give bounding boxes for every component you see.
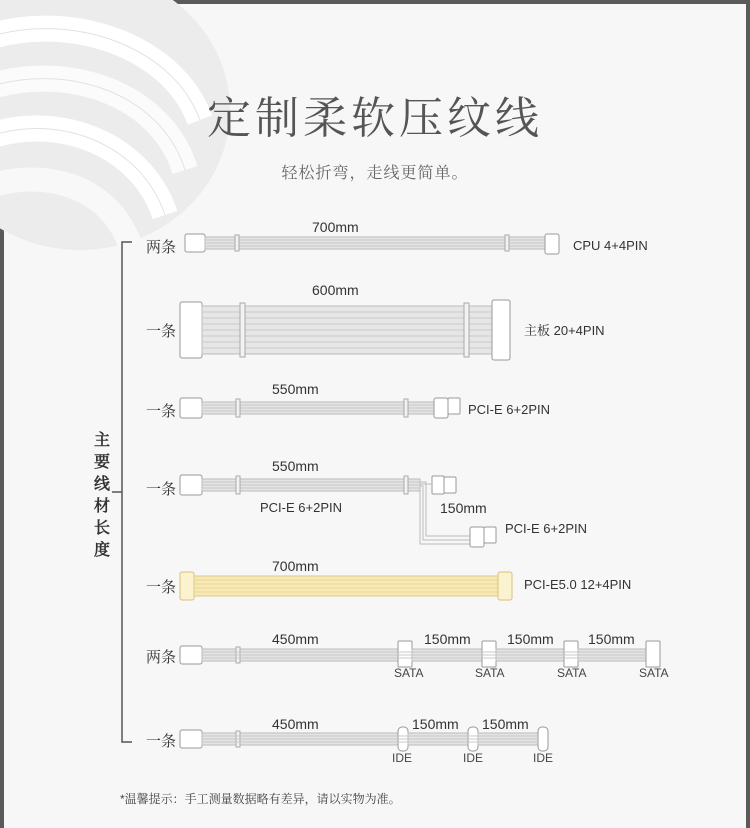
cable-length: 600mm [312,282,359,298]
cable-pcie5 [180,572,512,600]
cable-count: 一条 [146,323,177,340]
segment-length: 150mm [412,716,459,732]
sata-tag: SATA [394,666,424,680]
cable-count: 一条 [146,579,177,596]
connector-label: PCI-E 6+2PIN [260,500,343,515]
side-label [90,430,114,562]
segment-length: 150mm [507,631,554,647]
sata-tag: SATA [639,666,669,680]
connector-label: CPU 4+4PIN [573,238,648,253]
cable-pcie-1 [180,398,460,418]
side-label-text: 主要线材长度 [93,432,110,559]
extra-connector-label: PCI-E 6+2PIN [505,521,588,536]
cable-count: 一条 [146,481,177,498]
cable-length: 700mm [272,558,319,574]
cable-length: 450mm [272,716,319,732]
connector-label: 主板 20+4PIN [524,323,605,338]
cable-motherboard [180,300,510,360]
cable-length: 550mm [272,381,319,397]
cable-count: 两条 [146,649,177,666]
segment-length: 150mm [482,716,529,732]
cable-length: 700mm [312,219,359,235]
page-title: 定制柔软压纹线 [207,93,543,144]
cable-count: 一条 [146,403,177,420]
cable-length: 550mm [272,458,319,474]
sata-tag: SATA [557,666,587,680]
extra-length: 150mm [440,500,487,516]
cable-count: 两条 [146,239,177,256]
segment-length: 150mm [424,631,471,647]
ide-tag: IDE [392,751,413,765]
length-bracket [112,242,132,742]
segment-length: 150mm [588,631,635,647]
page-subtitle: 轻松折弯，走线更简单。 [281,165,469,182]
footnote: *温馨提示：手工测量数据略有差异，请以实物为准。 [120,792,401,806]
ide-tag: IDE [463,751,484,765]
connector-label: PCI-E5.0 12+4PIN [524,577,632,592]
cable-cpu [185,234,559,254]
cable-count: 一条 [146,733,177,750]
ide-tag: IDE [533,751,554,765]
connector-label: PCI-E 6+2PIN [468,402,551,417]
cable-length: 450mm [272,631,319,647]
sata-tag: SATA [475,666,505,680]
